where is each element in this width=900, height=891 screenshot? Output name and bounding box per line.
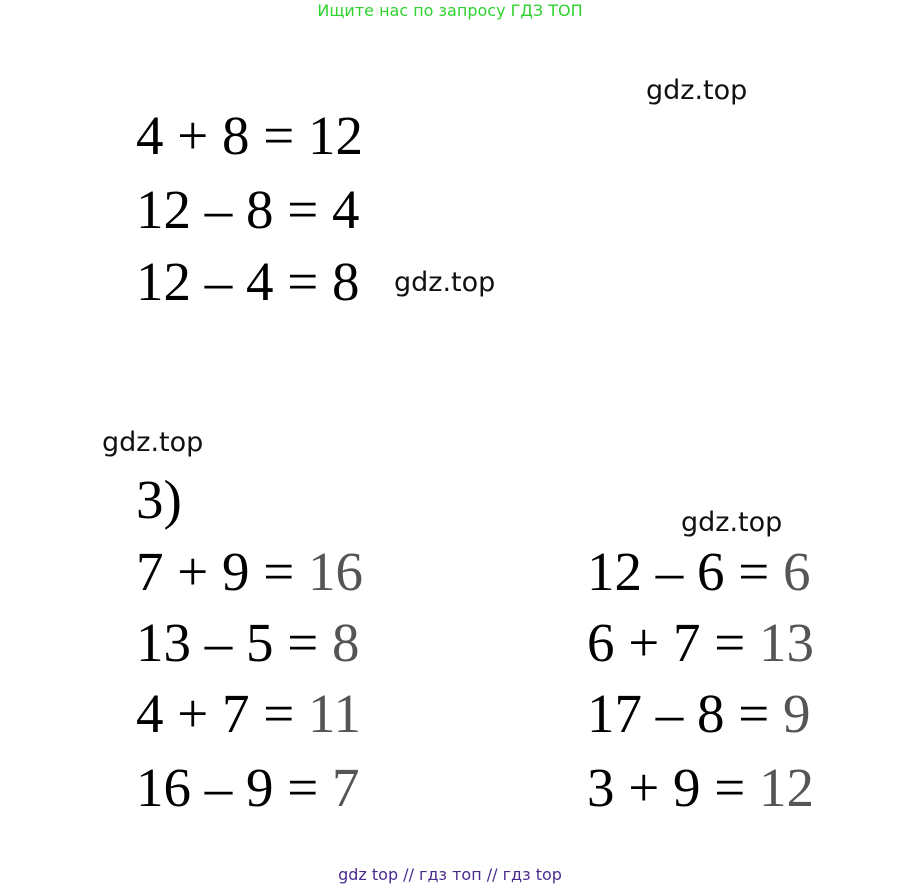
equation — [136, 758, 360, 818]
section-label: 3) — [136, 469, 182, 530]
watermark: gdz.top — [102, 427, 204, 458]
equation-answer: 6 — [783, 541, 811, 602]
equation — [587, 684, 811, 744]
watermark: gdz.top — [394, 267, 496, 298]
equation-expression: 7 + 9 = — [136, 541, 309, 602]
equation: 4 + 8 = 12 — [136, 105, 364, 166]
equation-expression: 4 + 7 = — [136, 683, 309, 744]
watermark: gdz.top — [681, 507, 783, 538]
equation — [136, 613, 360, 673]
equation-expression: 3 + 9 = — [587, 757, 760, 818]
equation-answer: 13 — [759, 612, 815, 673]
equation-expression: 6 + 7 = — [587, 612, 760, 673]
equation-answer: 12 — [759, 757, 815, 818]
equation-answer: 16 — [308, 541, 364, 602]
equation — [587, 758, 814, 818]
equation-answer: 11 — [308, 683, 362, 744]
watermark: gdz.top — [646, 75, 748, 106]
equation — [136, 542, 363, 602]
equation — [587, 613, 814, 673]
equation-expression: 16 – 9 = — [136, 757, 333, 818]
equation-expression: 12 – 6 = — [587, 541, 784, 602]
footer-links: gdz top // гдз топ // гдз top — [338, 865, 562, 884]
search-banner: Ищите нас по запросу ГДЗ ТОП — [317, 1, 583, 20]
equation — [587, 542, 811, 602]
equation-answer: 7 — [332, 757, 360, 818]
equation-expression: 13 – 5 = — [136, 612, 333, 673]
equation: 12 – 4 = 8 — [136, 251, 360, 312]
equation-answer: 8 — [332, 612, 360, 673]
equation: 12 – 8 = 4 — [136, 179, 360, 240]
equation-answer: 9 — [783, 683, 811, 744]
equation-expression: 17 – 8 = — [587, 683, 784, 744]
equation — [136, 684, 361, 744]
